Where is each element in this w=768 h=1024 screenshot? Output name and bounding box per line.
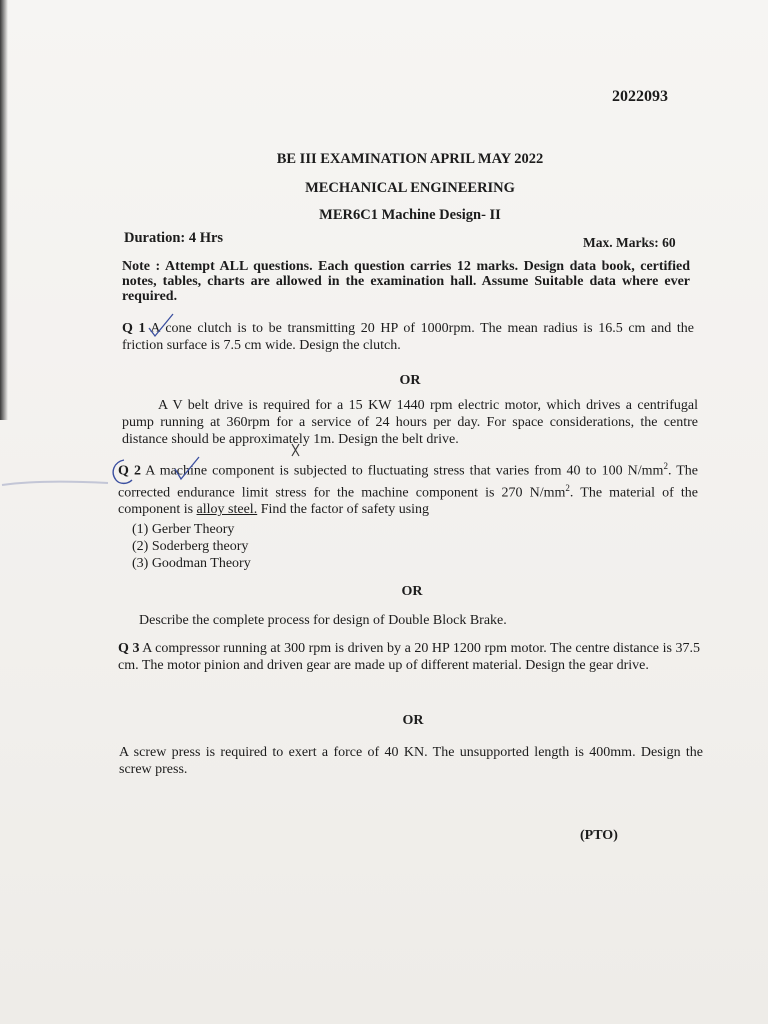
superscript-2a: 2: [663, 461, 668, 471]
course-title: MER6C1 Machine Design- II: [319, 207, 501, 223]
theory-list: [132, 521, 251, 572]
question-1: [122, 320, 694, 354]
question-1-alternative: A V belt drive is required for a 15 KW 1440 rpm electric motor, which drives a centrifugal pump running at 360rpm for a service of 24 hours per day. For space considerations, the centre distance should be approximately 1m. Design the belt drive.: [122, 398, 698, 447]
exam-title: BE III EXAMINATION APRIL MAY 2022: [276, 151, 544, 167]
question-3-label: Q 3: [118, 641, 140, 656]
question-2-text-d: Find the factor of safety using: [257, 502, 430, 518]
question-3-alternative: A screw press is required to exert a force of 40 KN. The unsupported length is 400mm. Design the screw press.: [119, 745, 703, 777]
question-1-label: Q 1: [122, 321, 146, 336]
theory-item: (1) Gerber Theory: [132, 522, 235, 537]
pen-tick-mark-icon: [172, 455, 202, 481]
question-2-alternative: Describe the complete process for design of Double Block Brake.: [139, 613, 507, 628]
question-2-text-a: A machine component is subjected to fluctuating stress that varies from 40 to 100 N/mm: [145, 463, 664, 479]
superscript-2b: 2: [565, 482, 570, 493]
max-marks: Max. Marks: 60: [583, 235, 676, 250]
theory-item: (2) Soderberg theory: [132, 539, 249, 554]
or-divider-1: OR: [399, 373, 421, 388]
or-divider-2: OR: [401, 584, 423, 599]
pen-stroke-mark-icon: [0, 476, 110, 490]
instructions-note: Note : Attempt ALL questions. Each question carries 12 marks. Design data book, certified notes, tables, charts are allowed in the examination hall. Assume Suitable data where ever required.: [122, 259, 690, 304]
question-2: [118, 458, 698, 518]
page-edge-shadow: [0, 0, 8, 420]
question-3: [118, 640, 700, 674]
material-name: alloy steel.: [196, 502, 258, 518]
pen-tick-mark-icon: [146, 312, 176, 338]
duration: Duration: 4 Hrs: [124, 230, 224, 246]
question-2-text-b: . The corrected endurance limit stress for the machine component is 270 N/mm: [118, 463, 699, 501]
paper-code: 2022093: [612, 88, 668, 105]
pen-cross-mark-icon: [288, 440, 304, 462]
theory-item: (3) Goodman Theory: [132, 556, 251, 571]
or-divider-3: OR: [402, 713, 424, 728]
please-turn-over: (PTO): [580, 828, 618, 843]
question-2-label: Q 2: [118, 463, 141, 479]
pen-circle-mark-icon: [108, 454, 152, 488]
question-2-text-c: . The material of the component is: [118, 485, 698, 518]
question-3-text: A compressor running at 300 rpm is driven by a 20 HP 1200 rpm motor. The centre distance is 37.5 cm. The motor pinion and driven gear are made up of different material. Design the gear drive.: [118, 641, 700, 673]
question-1-text: A cone clutch is to be transmitting 20 HP of 1000rpm. The mean radius is 16.5 cm and the friction surface is 7.5 cm wide. Design the clutch.: [122, 321, 694, 353]
department-title: MECHANICAL ENGINEERING: [305, 180, 515, 196]
